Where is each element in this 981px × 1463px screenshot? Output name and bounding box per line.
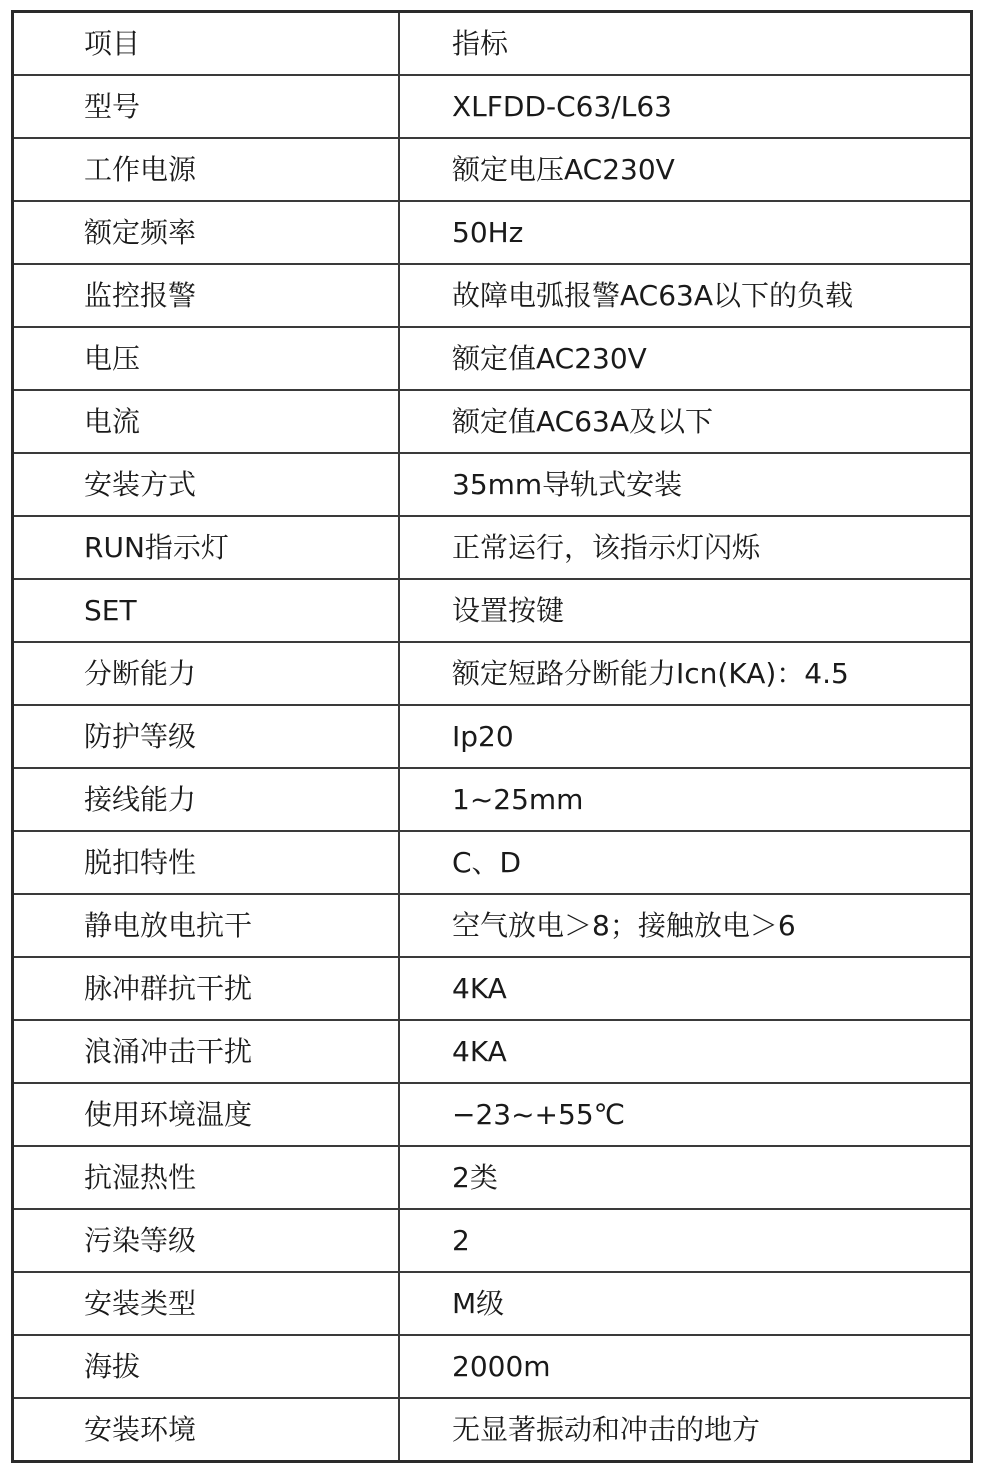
- table-header-row: [13, 12, 972, 76]
- table-row: [13, 453, 972, 516]
- table-row: [13, 201, 972, 264]
- spec-cell: C、D: [399, 831, 972, 894]
- item-cell: 监控报警: [13, 264, 400, 327]
- spec-cell: 2类: [399, 1146, 972, 1209]
- spec-cell: 4KA: [399, 957, 972, 1020]
- item-cell: 抗湿热性: [13, 1146, 400, 1209]
- spec-cell: 额定值AC230V: [399, 327, 972, 390]
- table-row: [13, 894, 972, 957]
- spec-cell: M级: [399, 1272, 972, 1335]
- header-item-cell: 项目: [13, 12, 400, 76]
- table-row: [13, 264, 972, 327]
- spec-cell: 2: [399, 1209, 972, 1272]
- spec-cell: 空气放电＞8；接触放电＞6: [399, 894, 972, 957]
- table-row: [13, 138, 972, 201]
- table-row: [13, 1083, 972, 1146]
- table-row: [13, 1335, 972, 1398]
- item-cell: 电流: [13, 390, 400, 453]
- table-row: [13, 390, 972, 453]
- item-cell: 静电放电抗干: [13, 894, 400, 957]
- spec-cell: 额定短路分断能力Icn(KA)：4.5: [399, 642, 972, 705]
- header-spec-cell: 指标: [399, 12, 972, 76]
- table-row: [13, 831, 972, 894]
- table-row: [13, 1020, 972, 1083]
- table-row: [13, 579, 972, 642]
- spec-cell: 无显著振动和冲击的地方: [399, 1398, 972, 1462]
- spec-table: [11, 10, 973, 1463]
- spec-cell: 正常运行，该指示灯闪烁: [399, 516, 972, 579]
- item-cell: 安装方式: [13, 453, 400, 516]
- spec-table-body: [13, 12, 972, 1462]
- item-cell: 电压: [13, 327, 400, 390]
- item-cell: 脱扣特性: [13, 831, 400, 894]
- table-row: [13, 642, 972, 705]
- item-cell: 工作电源: [13, 138, 400, 201]
- spec-cell: XLFDD-C63/L63: [399, 75, 972, 138]
- spec-cell: 设置按键: [399, 579, 972, 642]
- item-cell: 脉冲群抗干扰: [13, 957, 400, 1020]
- table-row: [13, 516, 972, 579]
- item-cell: SET: [13, 579, 400, 642]
- table-row: [13, 705, 972, 768]
- item-cell: RUN指示灯: [13, 516, 400, 579]
- table-row: [13, 1209, 972, 1272]
- item-cell: 安装类型: [13, 1272, 400, 1335]
- spec-cell: 2000m: [399, 1335, 972, 1398]
- table-row: [13, 1146, 972, 1209]
- spec-cell: −23~+55℃: [399, 1083, 972, 1146]
- item-cell: 接线能力: [13, 768, 400, 831]
- spec-cell: 1~25mm: [399, 768, 972, 831]
- spec-cell: Ip20: [399, 705, 972, 768]
- spec-cell: 额定值AC63A及以下: [399, 390, 972, 453]
- item-cell: 防护等级: [13, 705, 400, 768]
- spec-cell: 4KA: [399, 1020, 972, 1083]
- spec-cell: 额定电压AC230V: [399, 138, 972, 201]
- item-cell: 污染等级: [13, 1209, 400, 1272]
- item-cell: 浪涌冲击干扰: [13, 1020, 400, 1083]
- item-cell: 额定频率: [13, 201, 400, 264]
- spec-cell: 故障电弧报警AC63A以下的负载: [399, 264, 972, 327]
- item-cell: 安装环境: [13, 1398, 400, 1462]
- table-row: [13, 768, 972, 831]
- item-cell: 分断能力: [13, 642, 400, 705]
- table-row: [13, 1272, 972, 1335]
- spec-cell: 50Hz: [399, 201, 972, 264]
- item-cell: 海拔: [13, 1335, 400, 1398]
- table-row: [13, 75, 972, 138]
- item-cell: 使用环境温度: [13, 1083, 400, 1146]
- table-row: [13, 957, 972, 1020]
- item-cell: 型号: [13, 75, 400, 138]
- spec-cell: 35mm导轨式安装: [399, 453, 972, 516]
- table-row: [13, 1398, 972, 1462]
- table-row: [13, 327, 972, 390]
